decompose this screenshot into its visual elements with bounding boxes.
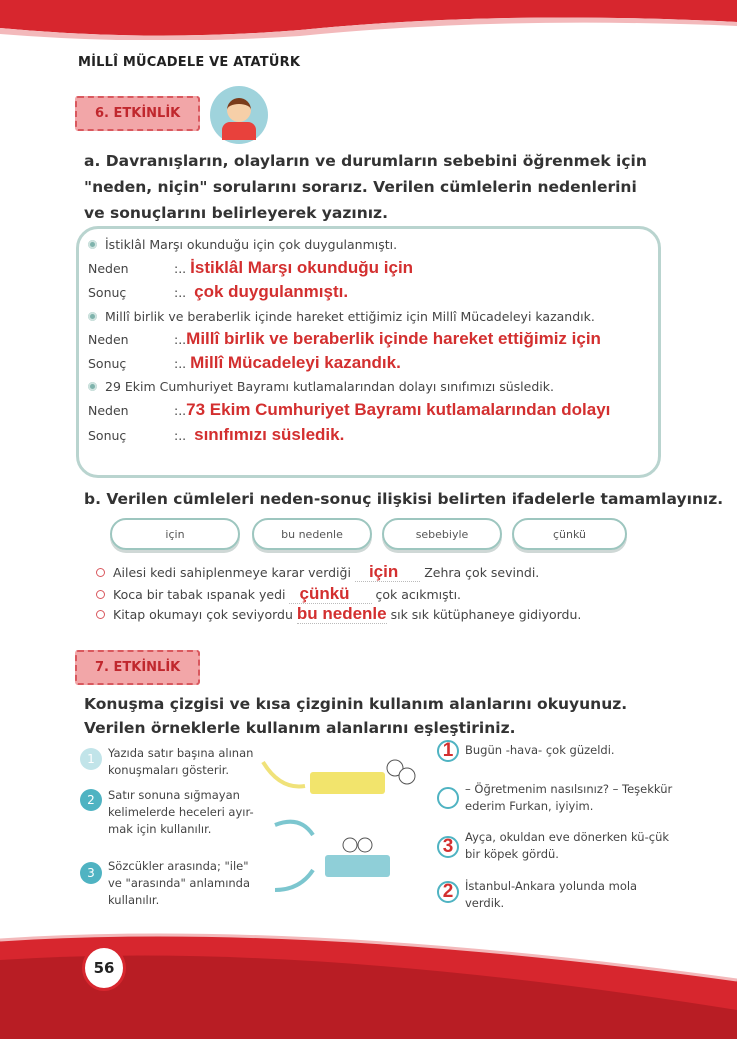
example-text-3: Ayça, okuldan eve dönerken kü-çük bir köpek gördü.	[465, 830, 670, 861]
neden-label: Neden	[88, 332, 129, 347]
sentence-start: Ailesi kedi sahiplenmeye karar verdiği	[113, 565, 351, 580]
use-number-2: 2	[80, 789, 102, 811]
neden-label: Neden	[88, 403, 129, 418]
activity-7-label: 7. ETKİNLİK	[75, 650, 200, 685]
neden-answer[interactable]: Millî birlik ve beraberlik içinde hareket ettiğimiz için	[186, 329, 601, 348]
sentence-end: sık sık kütüphaneye gidiyordu.	[390, 607, 582, 622]
sentence-end: Zehra çok sevindi.	[424, 565, 540, 580]
sentence: İstiklâl Marşı okunduğu için çok duygulanmıştı.	[105, 237, 398, 252]
sonuc-answer[interactable]: sınıfımızı süsledik.	[194, 425, 345, 444]
neden-label: Neden	[88, 261, 129, 276]
example-answer-1[interactable]: 1	[437, 740, 459, 762]
instruction-a: a. Davranışların, olayların ve durumların sebebini öğrenmek için "neden, niçin" sorularını sorarız. Verilen cümlelerin nedenlerini ve sonuçlarını belirleyerek yazınız.	[84, 152, 647, 222]
dash-characters-illustration	[255, 740, 435, 920]
use-text-3: Sözcükler arasında; "ile" ve "arasında" anlamında kullanılır.	[108, 859, 251, 907]
unit-title: MİLLÎ MÜCADELE VE ATATÜRK	[78, 55, 301, 70]
activity-6-label: 6. ETKİNLİK	[75, 96, 200, 131]
blank-answer[interactable]: için	[355, 562, 420, 582]
neden-answer[interactable]: İstiklâl Marşı okunduğu için	[190, 258, 414, 277]
example-text-1: Bugün -hava- çok güzeldi.	[465, 743, 615, 757]
sonuc-label: Sonuç	[88, 356, 127, 371]
circle-bullet-icon	[96, 610, 105, 619]
blank-answer[interactable]: bu nedenle	[296, 604, 387, 623]
instruction-b: b. Verilen cümleleri neden-sonuç ilişkisi belirten ifadelerle tamamlayınız.	[84, 490, 724, 508]
example-text-4: İstanbul-Ankara yolunda mola verdik.	[465, 879, 638, 910]
bullet-icon	[88, 312, 97, 321]
use-text-1: Yazıda satır başına alınan konuşmaları gösterir.	[108, 746, 254, 777]
sonuc-answer[interactable]: çok duygulanmıştı.	[194, 282, 349, 301]
bullet-icon	[88, 382, 97, 391]
option-cunku: çünkü	[512, 518, 627, 550]
example-answer-3[interactable]: 3	[437, 836, 459, 858]
instruction-7: Konuşma çizgisi ve kısa çizginin kullanım alanlarını okuyunuz. Verilen örneklerle kullanım alanlarını eşleştiriniz.	[84, 695, 628, 737]
sonuc-label: Sonuç	[88, 285, 127, 300]
circle-bullet-icon	[96, 590, 105, 599]
sentence-start: Kitap okumayı çok seviyordu	[113, 607, 293, 622]
fill-sentence-1	[96, 562, 539, 582]
option-sebebiyle: sebebiyle	[382, 518, 502, 550]
page-number: 56	[82, 945, 126, 991]
neden-answer[interactable]: 73 Ekim Cumhuriyet Bayramı kutlamalarından dolayı	[186, 400, 611, 419]
sentence: Millî birlik ve beraberlik içinde hareket ettiğimiz için Millî Mücadeleyi kazandık.	[105, 309, 595, 324]
fill-sentence-3	[96, 604, 581, 624]
sentence-end: çok acıkmıştı.	[375, 587, 462, 602]
use-text-2: Satır sonuna sığmayan kelimelerde heceleri ayır-mak için kullanılır.	[108, 788, 254, 836]
option-bu-nedenle: bu nedenle	[252, 518, 372, 550]
bullet-icon	[88, 240, 97, 249]
sentence: 29 Ekim Cumhuriyet Bayramı kutlamalarından dolayı sınıfımızı süsledik.	[105, 379, 554, 394]
sonuc-label: Sonuç	[88, 428, 127, 443]
top-decorative-band	[0, 0, 737, 40]
option-icin: için	[110, 518, 240, 550]
example-answer-2[interactable]	[437, 787, 459, 809]
sonuc-answer[interactable]: Millî Mücadeleyi kazandık.	[190, 353, 401, 372]
fill-sentence-2	[96, 584, 461, 604]
circle-bullet-icon	[96, 568, 105, 577]
sentence-start: Koca bir tabak ıspanak yedi	[113, 587, 286, 602]
example-answer-4[interactable]: 2	[437, 881, 459, 903]
blank-answer[interactable]: çünkü	[289, 584, 371, 604]
use-number-3: 3	[80, 862, 102, 884]
example-text-2: – Öğretmenim nasılsınız? – Teşekkür ederim Furkan, iyiyim.	[465, 782, 673, 813]
student-illustration	[210, 86, 268, 144]
use-number-1: 1	[80, 748, 102, 770]
